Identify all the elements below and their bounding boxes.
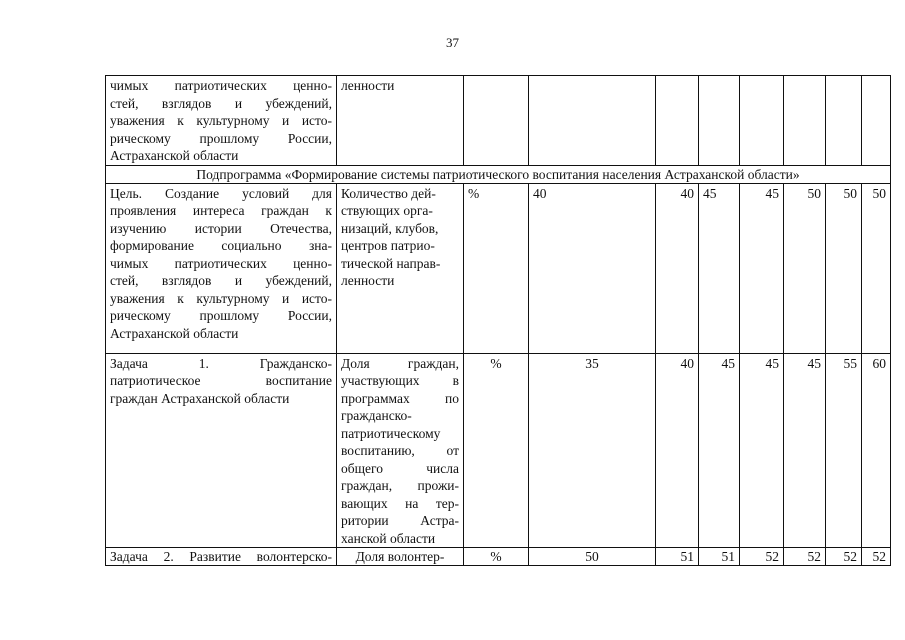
value-cell [740,76,784,166]
value-cell: 52 [740,548,784,566]
goal-cell [106,183,337,353]
indicator-line: низаций, клубов, [341,220,439,236]
goal-line: чимых патриотических ценно- [110,78,332,93]
value-cell: 45 [784,353,826,548]
indicator-line: Количество дей- [341,185,436,201]
goal-line: рическому прошлому России, [110,308,332,323]
table-row [106,183,891,353]
value-cell: 40 [656,353,699,548]
subprogram-title: Подпрограмма «Формирование системы патриотического воспитания населения Астраханской области» [106,165,891,183]
value-cell: 51 [699,548,740,566]
indicator-cell [337,183,464,353]
goal-line: граждан Астраханской области [110,390,290,406]
value-cell: 45 [699,353,740,548]
value-cell: 50 [826,183,862,353]
indicator-line: Доля граждан, [341,355,459,371]
goal-line: Астраханской области [110,325,239,341]
unit-cell [464,76,529,166]
value-cell: 40 [656,183,699,353]
table-row [106,165,891,183]
indicator-line: гражданско- [341,408,412,423]
table-row [106,76,891,166]
value-cell: 52 [784,548,826,566]
indicator-line: общего числа [341,460,459,476]
value-cell [862,76,891,166]
value-cell: 51 [656,548,699,566]
value-cell [784,76,826,166]
value-cell: 50 [529,548,656,566]
table-row [106,353,891,548]
value-cell: 60 [862,353,891,548]
indicator-line: патриотическому [341,425,441,441]
page-number: 37 [446,35,459,50]
goal-line: стей, взглядов и убеждений, [110,273,332,288]
value-cell [699,76,740,166]
indicator-line: вающих на тер- [341,495,459,511]
value-cell: 50 [784,183,826,353]
indicator-line: ствующих орга- [341,203,433,218]
indicator-line: программах по [341,390,459,406]
value-cell: 35 [529,353,656,548]
goal-line: чимых патриотических ценно- [110,255,332,271]
value-cell: 52 [862,548,891,566]
value-cell: 40 [529,183,656,353]
value-cell: 45 [740,183,784,353]
indicator-line: ленности [341,273,395,288]
goal-line: уважения к культурному и исто- [110,290,332,306]
indicators-table [105,75,891,566]
indicator-line: ханской области [341,530,436,546]
goal-line: уважения к культурному и исто- [110,113,332,128]
value-cell: 50 [862,183,891,353]
goal-line: изучению истории Отечества, [110,220,332,236]
value-cell: 55 [826,353,862,548]
unit-cell: % [464,353,529,548]
indicator-line: участвующих в [341,373,459,388]
goal-line: патриотическое воспитание [110,373,332,388]
indicator-cell [337,353,464,548]
goal-cell [106,76,337,166]
value-cell [826,76,862,166]
indicator-line: воспитанию, от [341,443,459,458]
value-cell [656,76,699,166]
value-cell [529,76,656,166]
goal-line: Астраханской области [110,148,239,163]
value-cell: 52 [826,548,862,566]
goal-line: формирование социально зна- [110,238,332,253]
indicator-line: центров патрио- [341,238,435,253]
indicator-line: ритории Астра- [341,513,459,528]
goal-line: Задача 1. Гражданско- [110,355,332,371]
goal-line: Задача 2. Развитие волонтерско- [110,549,332,564]
indicator-cell [337,548,464,566]
indicator-cell [337,76,464,166]
unit-cell: % [464,548,529,566]
indicator-line: тической направ- [341,255,441,271]
goal-cell [106,353,337,548]
table-row [106,548,891,566]
goal-line: рическому прошлому России, [110,130,332,146]
value-cell: 45 [740,353,784,548]
indicator-line: Доля волонтер- [355,549,445,564]
goal-line: проявления интереса граждан к [110,203,332,218]
indicator-line: ленности [341,78,395,93]
value-cell: 45 [699,183,740,353]
goal-cell [106,548,337,566]
goal-line: стей, взглядов и убеждений, [110,95,332,111]
goal-line: Цель. Создание условий для [110,185,332,201]
unit-cell: % [464,183,529,353]
indicator-line: граждан, прожи- [341,478,459,493]
